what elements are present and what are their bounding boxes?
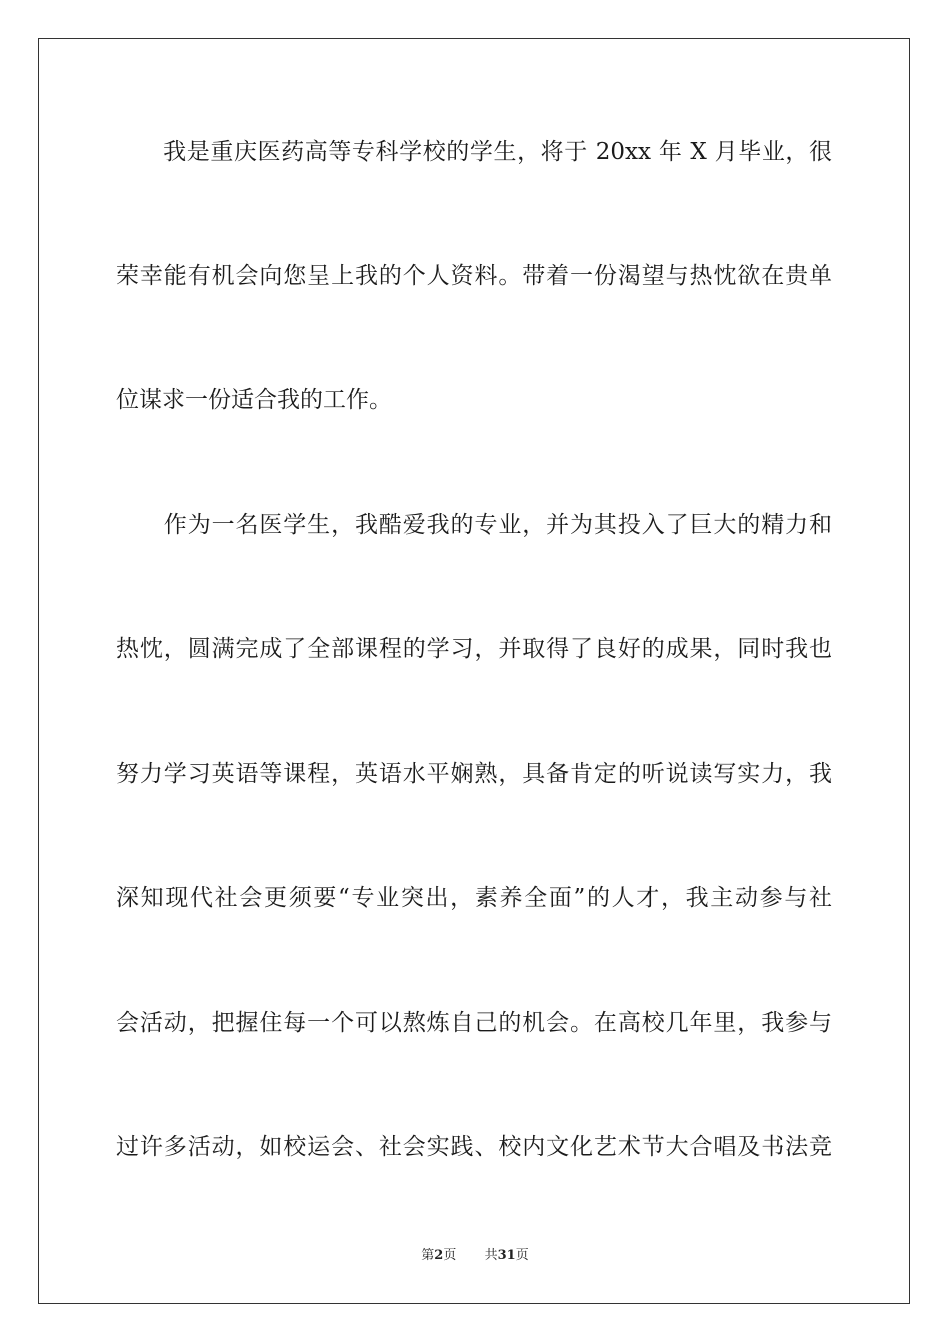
paragraph-1-line-1: 我是重庆医药高等专科学校的学生，将于 20xx 年 X 月毕业，很 (116, 139, 832, 165)
paragraph-1-line-2: 荣幸能有机会向您呈上我的个人资料。带着一份渴望与热忱欲在贵单 (116, 263, 832, 289)
total-suffix: 页 (515, 1248, 529, 1263)
page-footer (0, 1247, 950, 1265)
page-suffix: 页 (443, 1248, 457, 1263)
page-number (421, 1248, 460, 1263)
total-pages (485, 1248, 529, 1263)
paragraph-2-line-4: 深知现代社会更须要“专业突出，素养全面”的人才，我主动参与社 (116, 885, 832, 911)
paragraph-2-line-6: 过许多活动，如校运会、社会实践、校内文化艺术节大合唱及书法竞 (116, 1134, 832, 1160)
paragraph-2-line-1: 作为一名医学生，我酷爱我的专业，并为其投入了巨大的精力和 (116, 512, 832, 538)
paragraph-2-line-2: 热忱，圆满完成了全部课程的学习，并取得了良好的成果，同时我也 (116, 636, 832, 662)
paragraph-2-line-5: 会活动，把握住每一个可以熬炼自己的机会。在高校几年里，我参与 (116, 1010, 832, 1036)
paragraph-1-line-3: 位谋求一份适合我的工作。 (116, 387, 392, 413)
page-frame (38, 38, 910, 1304)
current-page: 2 (434, 1248, 444, 1263)
paragraph-2-line-3: 努力学习英语等课程，英语水平娴熟，具备肯定的听说读写实力，我 (116, 761, 832, 787)
page-prefix: 第 (421, 1248, 435, 1263)
total-prefix: 共 (484, 1248, 498, 1263)
total-count: 31 (497, 1248, 516, 1263)
